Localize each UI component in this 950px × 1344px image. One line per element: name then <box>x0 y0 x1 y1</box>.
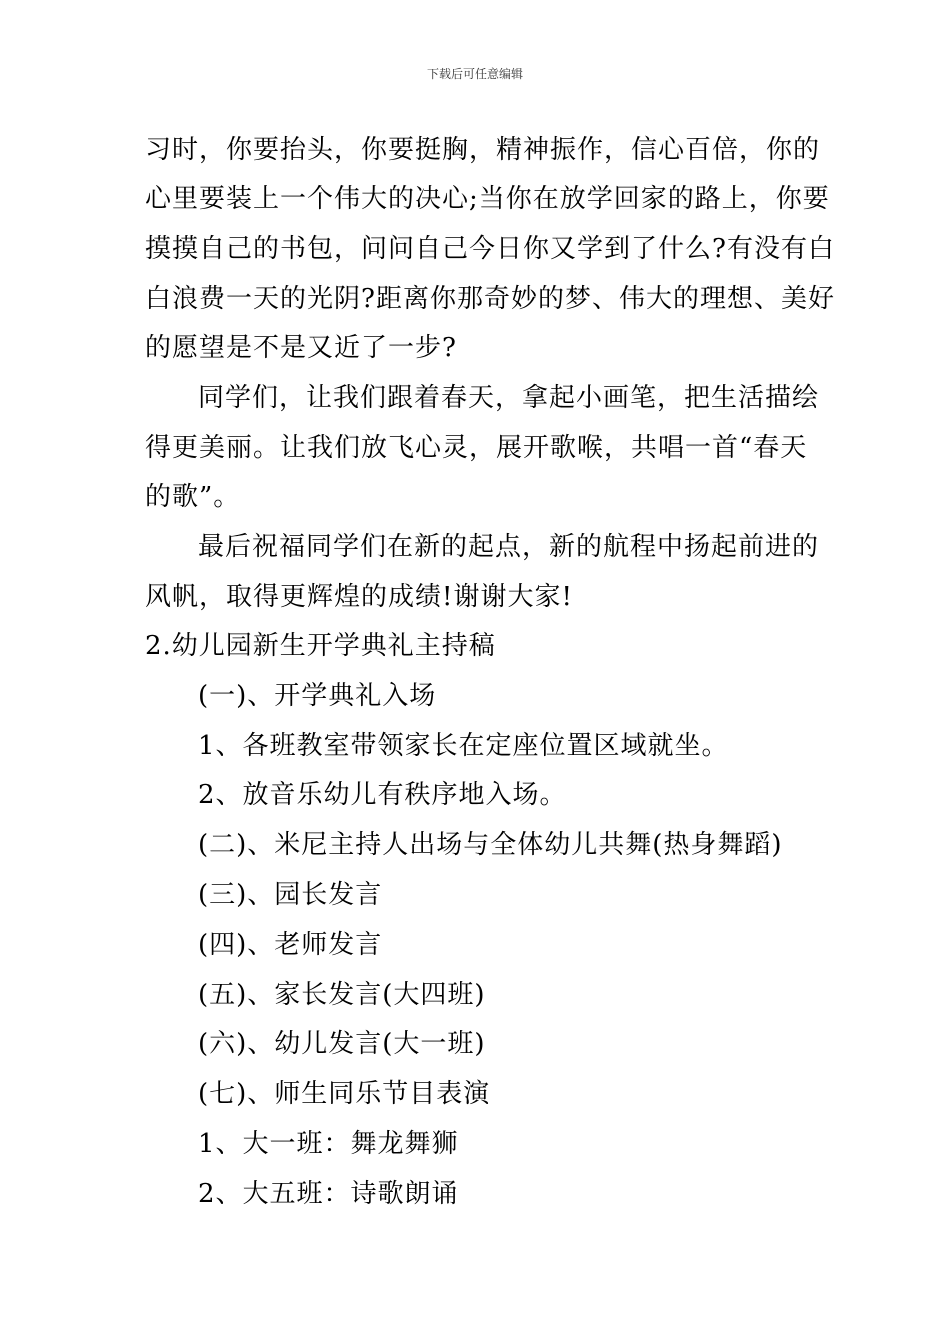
list-item: 1、各班教室带领家长在定座位置区域就坐。 <box>198 731 729 761</box>
body-text-line: 习时，你要抬头，你要挺胸，精神振作，信心百倍，你的 <box>145 135 821 165</box>
body-text-line: 的愿望是不是又近了一步? <box>145 333 457 363</box>
list-item: 2、放音乐幼儿有秩序地入场。 <box>198 780 567 810</box>
list-item: (六)、幼儿发言(大一班) <box>198 1029 486 1059</box>
list-item: (二)、米尼主持人出场与全体幼儿共舞(热身舞蹈) <box>198 830 783 860</box>
body-text-line: 得更美丽。让我们放飞心灵，展开歌喉，共唱一首“春天 <box>145 433 808 463</box>
body-text-line: 最后祝福同学们在新的起点，新的航程中扬起前进的 <box>198 532 820 562</box>
body-text-line: 白浪费一天的光阴?距离你那奇妙的梦、伟大的理想、美好 <box>145 284 835 314</box>
list-item: (一)、开学典礼入场 <box>198 681 437 711</box>
list-item: 2、大五班：诗歌朗诵 <box>198 1179 459 1209</box>
list-item: (四)、老师发言 <box>198 930 383 960</box>
list-item: 1、大一班：舞龙舞狮 <box>198 1129 459 1159</box>
list-item: (七)、师生同乐节目表演 <box>198 1079 491 1109</box>
list-item: (五)、家长发言(大四班) <box>198 980 486 1010</box>
list-item: (三)、园长发言 <box>198 880 383 910</box>
body-text-line: 的歌”。 <box>145 482 241 512</box>
body-text-line: 心里要装上一个伟大的决心;当你在放学回家的路上，你要 <box>145 184 830 214</box>
body-text-line: 风帆，取得更辉煌的成绩!谢谢大家! <box>145 582 573 612</box>
body-text-line: 同学们，让我们跟着春天，拿起小画笔，把生活描绘 <box>198 383 820 413</box>
body-text-line: 摸摸自己的书包，问问自己今日你又学到了什么?有没有白 <box>145 234 835 264</box>
page-header: 下载后可任意编辑 <box>426 67 523 81</box>
section-heading: 2.幼儿园新生开学典礼主持稿 <box>145 631 496 661</box>
